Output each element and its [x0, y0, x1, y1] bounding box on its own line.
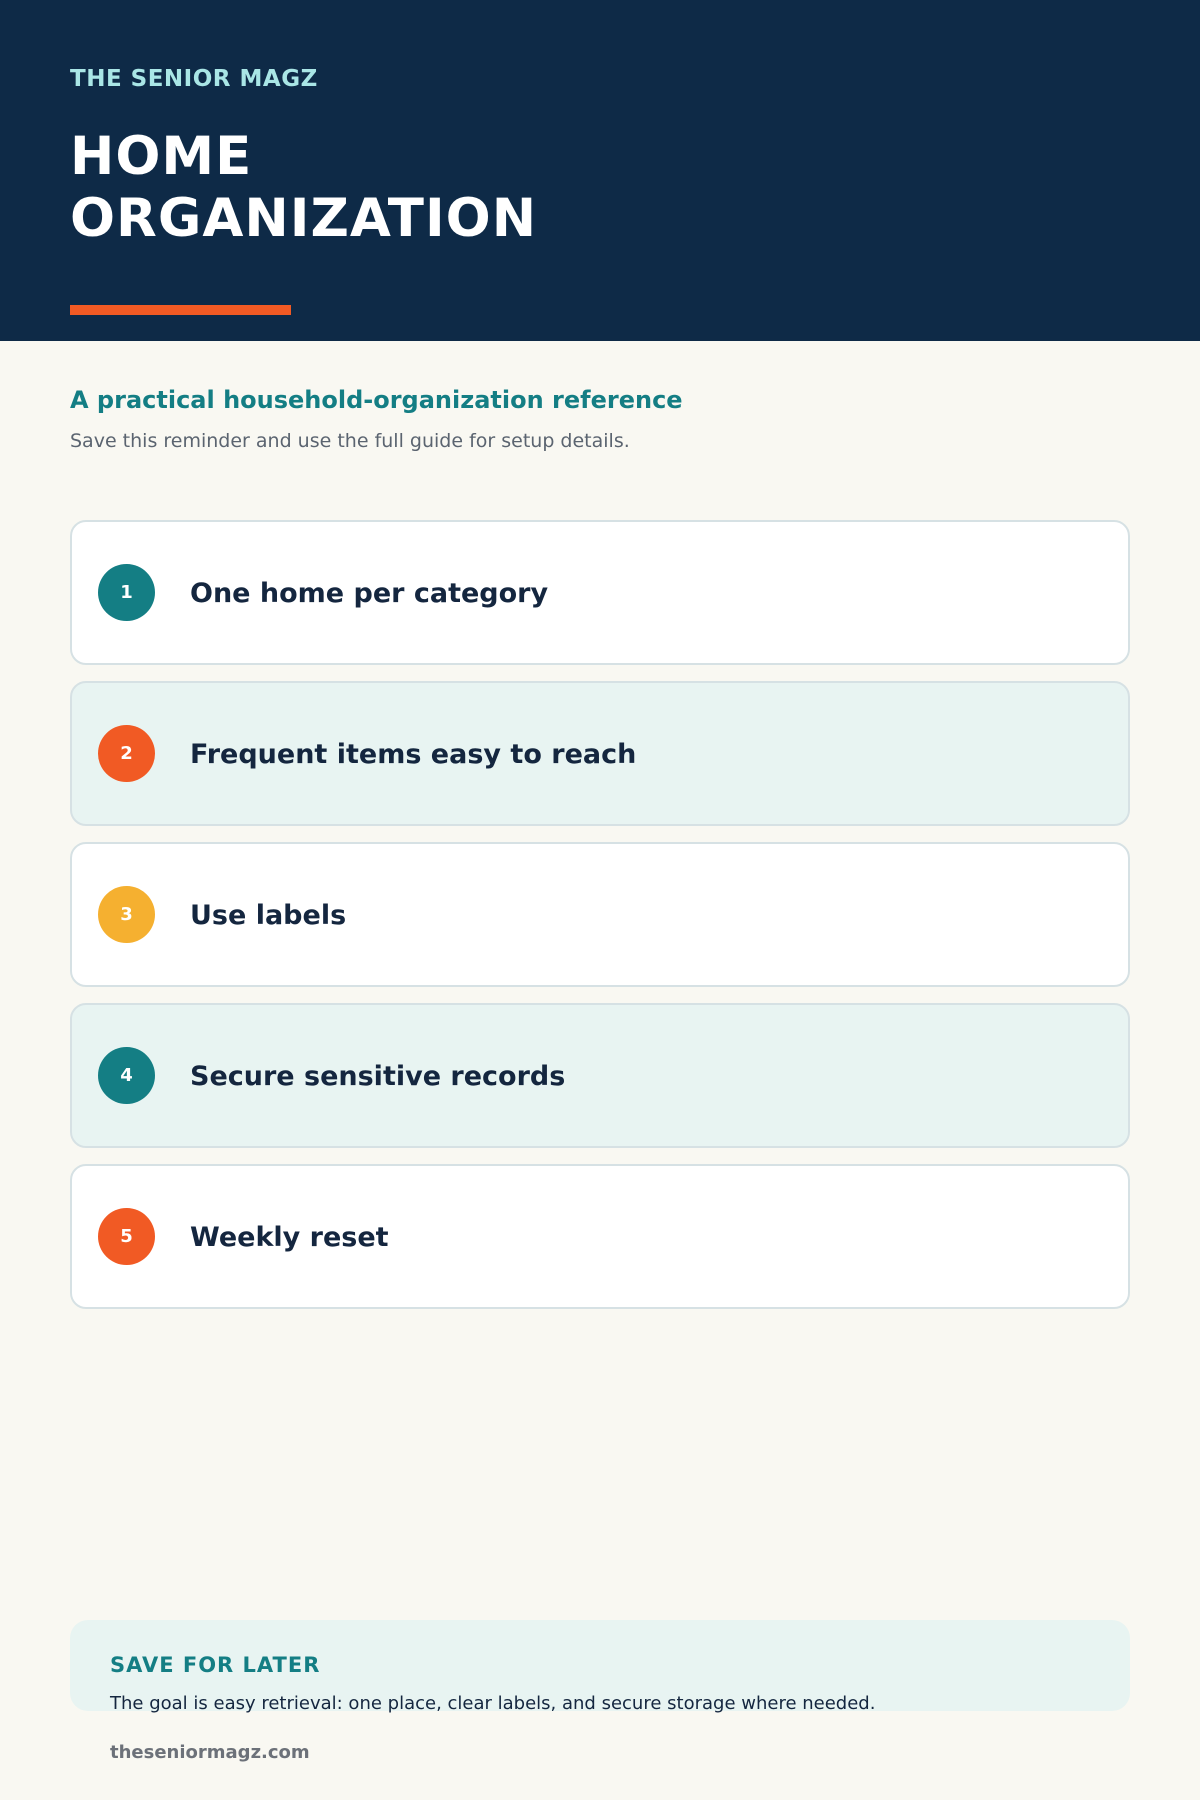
- footer-text: The goal is easy retrieval: one place, clear labels, and secure storage where needed.: [110, 1693, 876, 1714]
- header-banner: [0, 0, 1200, 341]
- brand-name: THE SENIOR MAGZ: [70, 66, 318, 92]
- item-label: Use labels: [190, 900, 347, 931]
- checklist-item: [70, 681, 1130, 826]
- item-number-badge: 1: [98, 564, 155, 621]
- checklist-item: [70, 842, 1130, 987]
- intro-text: Save this reminder and use the full guide for setup details.: [70, 430, 630, 452]
- item-number-badge: 5: [98, 1208, 155, 1265]
- subtitle: A practical household-organization reference: [70, 386, 683, 414]
- checklist: [70, 520, 1130, 1325]
- page-title-line-1: HOME: [70, 126, 253, 187]
- checklist-item: [70, 1003, 1130, 1148]
- item-number-badge: 4: [98, 1047, 155, 1104]
- page-title: [70, 126, 770, 250]
- checklist-item: [70, 520, 1130, 665]
- item-label: Weekly reset: [190, 1222, 389, 1253]
- item-label: Secure sensitive records: [190, 1061, 566, 1092]
- checklist-item: [70, 1164, 1130, 1309]
- site-url: theseniormagz.com: [110, 1742, 310, 1763]
- item-number-badge: 2: [98, 725, 155, 782]
- footer-heading: SAVE FOR LATER: [110, 1653, 321, 1677]
- item-label: Frequent items easy to reach: [190, 739, 637, 770]
- accent-bar: [70, 305, 291, 315]
- item-number-badge: 3: [98, 886, 155, 943]
- page-title-line-2: ORGANIZATION: [70, 188, 538, 249]
- item-label: One home per category: [190, 578, 549, 609]
